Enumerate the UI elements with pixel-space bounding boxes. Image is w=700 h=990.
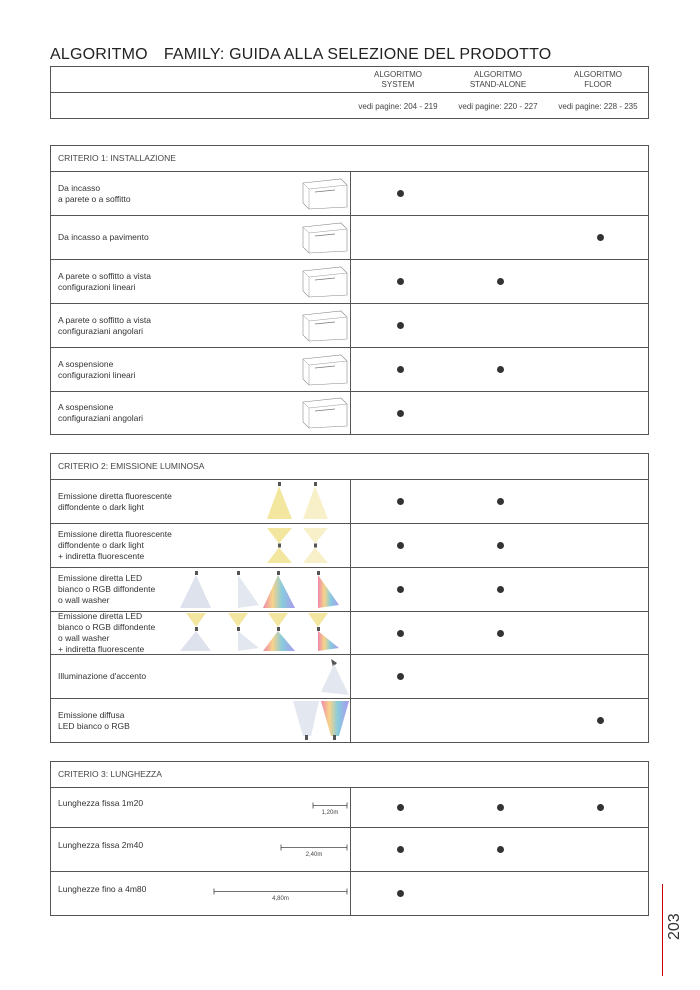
page-title — [50, 46, 551, 64]
row-label — [58, 359, 136, 381]
availability-dot — [397, 630, 404, 637]
criterion-row — [51, 348, 648, 392]
row-label-line: Emissione diffusa — [58, 709, 125, 720]
criterion-row — [51, 392, 648, 434]
column-divider — [350, 216, 351, 259]
availability-dot — [397, 673, 404, 680]
row-label — [58, 315, 151, 337]
installation-room-icon — [301, 309, 349, 343]
row-label — [58, 271, 151, 293]
row-label-line: Lunghezza fissa 1m20 — [58, 798, 144, 808]
row-label-line: + indiretta fluorescente — [58, 551, 145, 561]
row-label-line: diffondente o dark light — [58, 501, 144, 512]
pages-stand-alone: vedi pagine: 220 - 227 — [458, 102, 538, 111]
brand-name: ALGORITMO — [50, 46, 148, 63]
row-label-line: Emissione diretta LED — [58, 611, 143, 621]
availability-dot — [397, 278, 404, 285]
emission-diagram-icon — [171, 568, 351, 611]
criterion-title: CRITERIO 2: EMISSIONE LUMINOSA — [51, 454, 648, 480]
criterion-section — [50, 761, 649, 916]
criterion-row — [51, 872, 648, 915]
criterion-row — [51, 260, 648, 304]
row-label-line: configuraziani angolari — [58, 413, 144, 423]
availability-dot — [397, 410, 404, 417]
row-label-line: A sospensione — [58, 402, 114, 412]
availability-dot — [397, 498, 404, 505]
row-label-line: o wall washer — [58, 595, 110, 605]
column-divider — [350, 172, 351, 215]
installation-room-icon — [301, 177, 349, 211]
row-label — [58, 671, 146, 682]
row-label-line: Lunghezza fissa 2m40 — [58, 840, 144, 850]
column-divider — [350, 260, 351, 303]
row-label — [58, 402, 143, 424]
header-divider — [51, 92, 648, 93]
dimension-label: 1,20m — [321, 809, 339, 816]
row-label-line: configuraziani angolari — [58, 325, 144, 336]
row-label-line: Lunghezze fino a 4m80 — [58, 884, 147, 894]
row-label — [58, 884, 146, 895]
availability-dot — [497, 366, 504, 373]
row-label-line: o wall washer — [58, 633, 110, 643]
row-label-line: + indiretta fluorescente — [58, 644, 145, 654]
row-label-line: configurazioni lineari — [58, 369, 136, 380]
col-header-floor: ALGORITMO FLOOR — [573, 70, 622, 89]
installation-room-icon — [301, 396, 349, 430]
criterion-title: CRITERIO 1: INSTALLAZIONE — [51, 146, 648, 172]
criterion-row — [51, 612, 648, 655]
row-label-line: Emissione diretta fluorescente — [58, 529, 172, 539]
criterion-row — [51, 172, 648, 216]
row-label-line: Emissione diretta fluorescente — [58, 490, 172, 501]
title-text: FAMILY: GUIDA ALLA SELEZIONE DEL PRODOTTO — [163, 46, 552, 63]
availability-dot — [397, 804, 404, 811]
criterion-section — [50, 145, 649, 435]
criterion-row — [51, 788, 648, 828]
availability-dot — [397, 846, 404, 853]
criterion-row — [51, 568, 648, 612]
row-label-line: bianco o RGB diffondente — [58, 584, 156, 594]
row-label-line: Da incasso a pavimento — [58, 232, 149, 242]
availability-dot — [397, 190, 404, 197]
criterion-row — [51, 524, 648, 568]
criterion-row — [51, 655, 648, 699]
row-label — [58, 798, 143, 809]
column-header-table — [50, 66, 649, 119]
availability-dot — [497, 498, 504, 505]
installation-room-icon — [301, 221, 349, 255]
availability-dot — [497, 542, 504, 549]
col-header-stand-alone: ALGORITMO STAND-ALONE — [469, 70, 527, 89]
dimension-label: 2,40m — [305, 851, 323, 858]
row-label-line: A sospensione — [58, 358, 114, 369]
installation-room-icon — [301, 265, 349, 299]
availability-dot — [497, 586, 504, 593]
emission-diagram-icon — [171, 524, 351, 567]
criterion-row — [51, 480, 648, 524]
criterion-section — [50, 453, 649, 743]
row-label-line: LED bianco o RGB — [58, 720, 130, 731]
pages-floor: vedi pagine: 228 - 235 — [558, 102, 638, 111]
row-label-line: Emissione diretta LED — [58, 573, 143, 583]
criterion-title: CRITERIO 3: LUNGHEZZA — [51, 762, 648, 788]
row-label — [58, 611, 155, 655]
emission-diagram-icon — [171, 612, 351, 654]
row-label — [58, 183, 131, 205]
availability-dot — [497, 278, 504, 285]
row-label — [58, 491, 172, 513]
column-divider — [350, 348, 351, 391]
availability-dot — [497, 630, 504, 637]
availability-dot — [497, 846, 504, 853]
availability-dot — [597, 717, 604, 724]
row-label-line: Da incasso — [58, 182, 101, 193]
col-header-system: ALGORITMO SYSTEM — [373, 70, 422, 89]
row-label — [58, 840, 143, 851]
emission-diagram-icon — [171, 699, 351, 742]
emission-diagram-icon — [171, 480, 351, 523]
row-label-line: diffondente o dark light — [58, 540, 144, 550]
availability-dot — [397, 890, 404, 897]
column-divider — [350, 392, 351, 434]
availability-dot — [397, 586, 404, 593]
availability-dot — [397, 322, 404, 329]
row-label-line: configurazioni lineari — [58, 281, 136, 292]
criterion-row — [51, 699, 648, 742]
row-label-line: a parete o a soffitto — [58, 193, 131, 204]
installation-room-icon — [301, 353, 349, 387]
criterion-row — [51, 828, 648, 872]
availability-dot — [497, 804, 504, 811]
row-label — [58, 573, 155, 606]
row-label — [58, 529, 172, 562]
row-label — [58, 232, 149, 243]
availability-dot — [597, 804, 604, 811]
availability-dot — [597, 234, 604, 241]
page-accent-line — [662, 884, 663, 976]
column-divider — [350, 304, 351, 347]
page-number: 203 — [666, 913, 683, 940]
criterion-row — [51, 304, 648, 348]
emission-diagram-icon — [171, 655, 351, 698]
row-label — [58, 710, 130, 732]
availability-dot — [397, 542, 404, 549]
row-label-line: bianco o RGB diffondente — [58, 622, 156, 632]
pages-system: vedi pagine: 204 - 219 — [358, 102, 438, 111]
row-label-line: Illuminazione d'accento — [58, 671, 147, 681]
row-label-line: A parete o soffitto a vista — [58, 270, 151, 281]
availability-dot — [397, 366, 404, 373]
criterion-row — [51, 216, 648, 260]
dimension-label: 4,80m — [272, 895, 289, 902]
row-label-line: A parete o soffitto a vista — [58, 314, 151, 325]
